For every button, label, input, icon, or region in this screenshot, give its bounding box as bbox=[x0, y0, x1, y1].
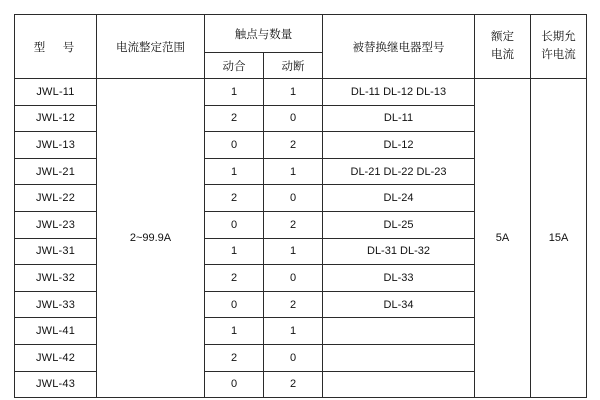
cell-contacts-open: 1 bbox=[264, 158, 323, 185]
cell-replace-model: DL-11 bbox=[323, 105, 475, 132]
cell-model: JWL-41 bbox=[15, 318, 97, 345]
cell-model: JWL-31 bbox=[15, 238, 97, 265]
cell-contacts-open: 0 bbox=[264, 344, 323, 371]
cell-contacts-close: 2 bbox=[205, 105, 264, 132]
cell-replace-model bbox=[323, 371, 475, 398]
cell-contacts-close: 0 bbox=[205, 211, 264, 238]
cell-contacts-open: 2 bbox=[264, 211, 323, 238]
cell-contacts-close: 0 bbox=[205, 291, 264, 318]
cell-current-range: 2~99.9A bbox=[97, 79, 205, 398]
header-long-current-line2: 许电流 bbox=[541, 48, 576, 61]
cell-replace-model: DL-33 bbox=[323, 265, 475, 292]
cell-contacts-close: 1 bbox=[205, 79, 264, 106]
cell-model: JWL-22 bbox=[15, 185, 97, 212]
cell-model: JWL-33 bbox=[15, 291, 97, 318]
cell-model: JWL-21 bbox=[15, 158, 97, 185]
header-rated-current bbox=[475, 15, 531, 79]
cell-contacts-close: 1 bbox=[205, 238, 264, 265]
cell-replace-model: DL-24 bbox=[323, 185, 475, 212]
cell-contacts-open: 1 bbox=[264, 238, 323, 265]
cell-contacts-open: 0 bbox=[264, 185, 323, 212]
relay-spec-table bbox=[14, 14, 587, 398]
cell-replace-model: DL-21 DL-22 DL-23 bbox=[323, 158, 475, 185]
cell-contacts-open: 1 bbox=[264, 318, 323, 345]
cell-rated-current: 5A bbox=[475, 79, 531, 398]
table-row bbox=[15, 79, 587, 106]
cell-contacts-close: 0 bbox=[205, 371, 264, 398]
cell-contacts-close: 1 bbox=[205, 158, 264, 185]
cell-model: JWL-43 bbox=[15, 371, 97, 398]
header-contacts-group: 触点与数量 bbox=[205, 15, 323, 53]
cell-contacts-open: 2 bbox=[264, 291, 323, 318]
header-long-current bbox=[531, 15, 587, 79]
header-long-current-line1: 长期允 bbox=[541, 31, 576, 44]
header-rated-current-line1: 额定 bbox=[491, 31, 514, 44]
cell-contacts-close: 0 bbox=[205, 132, 264, 159]
cell-replace-model: DL-25 bbox=[323, 211, 475, 238]
cell-replace-model: DL-34 bbox=[323, 291, 475, 318]
cell-replace-model: DL-12 bbox=[323, 132, 475, 159]
cell-replace-model bbox=[323, 318, 475, 345]
cell-contacts-open: 0 bbox=[264, 105, 323, 132]
cell-contacts-close: 1 bbox=[205, 318, 264, 345]
cell-model: JWL-11 bbox=[15, 79, 97, 106]
cell-contacts-open: 2 bbox=[264, 371, 323, 398]
cell-contacts-close: 2 bbox=[205, 265, 264, 292]
cell-replace-model: DL-31 DL-32 bbox=[323, 238, 475, 265]
cell-contacts-close: 2 bbox=[205, 185, 264, 212]
header-model: 型 号 bbox=[15, 15, 97, 79]
header-contacts-open: 动断 bbox=[264, 53, 323, 79]
cell-contacts-open: 2 bbox=[264, 132, 323, 159]
cell-model: JWL-23 bbox=[15, 211, 97, 238]
cell-model: JWL-42 bbox=[15, 344, 97, 371]
cell-model: JWL-32 bbox=[15, 265, 97, 292]
cell-replace-model bbox=[323, 344, 475, 371]
cell-long-current: 15A bbox=[531, 79, 587, 398]
header-contacts-close: 动合 bbox=[205, 53, 264, 79]
header-rated-current-line2: 电流 bbox=[491, 48, 514, 61]
cell-contacts-close: 2 bbox=[205, 344, 264, 371]
cell-model: JWL-13 bbox=[15, 132, 97, 159]
cell-contacts-open: 0 bbox=[264, 265, 323, 292]
header-current-range: 电流整定范围 bbox=[97, 15, 205, 79]
table-header-row-1 bbox=[15, 15, 587, 53]
cell-contacts-open: 1 bbox=[264, 79, 323, 106]
cell-replace-model: DL-11 DL-12 DL-13 bbox=[323, 79, 475, 106]
cell-model: JWL-12 bbox=[15, 105, 97, 132]
spec-table-container bbox=[14, 14, 586, 398]
header-replace-model: 被替换继电器型号 bbox=[323, 15, 475, 79]
